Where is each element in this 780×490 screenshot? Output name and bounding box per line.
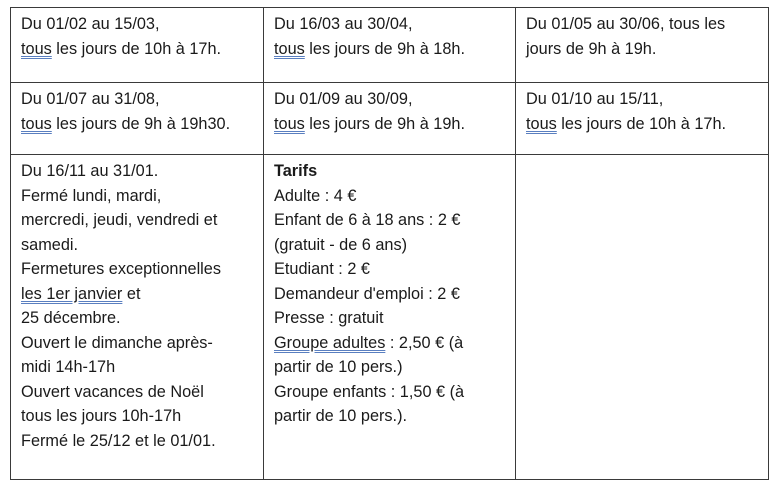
period-hours-text: les jours de 9h à 19h30. — [51, 114, 231, 133]
period-hours-text: les jours de 9h à 18h. — [304, 39, 465, 58]
period-dates: Du 01/02 au 15/03, — [21, 15, 160, 33]
period-dates: Du 01/10 au 15/11, — [526, 90, 664, 108]
table-row — [11, 8, 769, 83]
underlined-word: tous — [274, 114, 305, 133]
period-hours-text: les jours de 9h à 19h. — [304, 114, 465, 133]
period-cell-may-jun — [516, 8, 769, 83]
period-dates: Du 01/09 au 30/09, — [274, 90, 413, 108]
winter-closed-days: Fermé lundi, mardi, — [21, 186, 162, 205]
tarifs-cell — [264, 155, 516, 480]
opening-hours-table — [10, 7, 769, 480]
winter-closed-dates: Fermé le 25/12 et le 01/01. — [21, 431, 216, 450]
table-row — [11, 155, 769, 480]
tarifs-heading: Tarifs — [274, 162, 318, 180]
underlined-phrase: les 1er janvier — [21, 284, 123, 303]
tarif-adult-group: partir de 10 pers.) — [274, 358, 403, 376]
period-hours — [21, 37, 257, 62]
period-hours — [21, 112, 257, 137]
tarif-adult-group — [274, 331, 509, 356]
period-dates: Du 16/03 au 30/04, — [274, 15, 413, 33]
underlined-word: tous — [274, 39, 305, 58]
winter-exceptional-closures — [21, 282, 257, 307]
period-cell-feb-mar — [11, 8, 264, 83]
tarif-child-free: (gratuit - de 6 ans) — [274, 235, 408, 254]
winter-exceptional-text: et — [122, 284, 141, 303]
winter-period-cell — [11, 155, 264, 480]
winter-sunday-hours: midi 14h-17h — [21, 358, 116, 376]
empty-cell — [516, 155, 769, 480]
tarif-student: Etudiant : 2 € — [274, 260, 370, 278]
period-cell-oct-nov — [516, 83, 769, 155]
tarif-child-group: partir de 10 pers.). — [274, 407, 408, 425]
table-row — [11, 83, 769, 155]
period-hours-text: les jours de 10h à 17h. — [556, 114, 727, 133]
period-dates: Du 01/07 au 31/08, — [21, 90, 160, 108]
tarif-jobseeker: Demandeur d'emploi : 2 € — [274, 284, 460, 303]
tarif-adult-group-text: : 2,50 € (à — [385, 333, 464, 352]
tarif-child: Enfant de 6 à 18 ans : 2 € — [274, 211, 461, 229]
period-hours — [274, 37, 509, 62]
tarif-child-group: Groupe enfants : 1,50 € (à — [274, 382, 465, 401]
period-hours — [526, 112, 762, 137]
tarif-press: Presse : gratuit — [274, 309, 384, 327]
underlined-word: tous — [21, 114, 52, 133]
winter-exceptional-closures: 25 décembre. — [21, 309, 121, 327]
winter-christmas-holidays: tous les jours 10h-17h — [21, 407, 182, 425]
tarif-adult: Adulte : 4 € — [274, 186, 357, 205]
winter-dates: Du 16/11 au 31/01. — [21, 162, 159, 180]
period-hours — [274, 112, 509, 137]
winter-sunday-hours: Ouvert le dimanche après- — [21, 333, 213, 352]
winter-christmas-holidays: Ouvert vacances de Noël — [21, 382, 204, 401]
winter-closed-days: samedi. — [21, 235, 79, 254]
underlined-phrase: Groupe adultes — [274, 333, 386, 352]
winter-exceptional-closures: Fermetures exceptionnelles — [21, 260, 221, 278]
period-dates: Du 01/05 au 30/06, tous les — [526, 15, 726, 33]
underlined-word: tous — [526, 114, 557, 133]
period-hours: jours de 9h à 19h. — [526, 39, 657, 58]
period-hours-text: les jours de 10h à 17h. — [51, 39, 222, 58]
period-cell-sep — [264, 83, 516, 155]
underlined-word: tous — [21, 39, 52, 58]
winter-closed-days: mercredi, jeudi, vendredi et — [21, 211, 218, 229]
period-cell-mar-apr — [264, 8, 516, 83]
period-cell-jul-aug — [11, 83, 264, 155]
